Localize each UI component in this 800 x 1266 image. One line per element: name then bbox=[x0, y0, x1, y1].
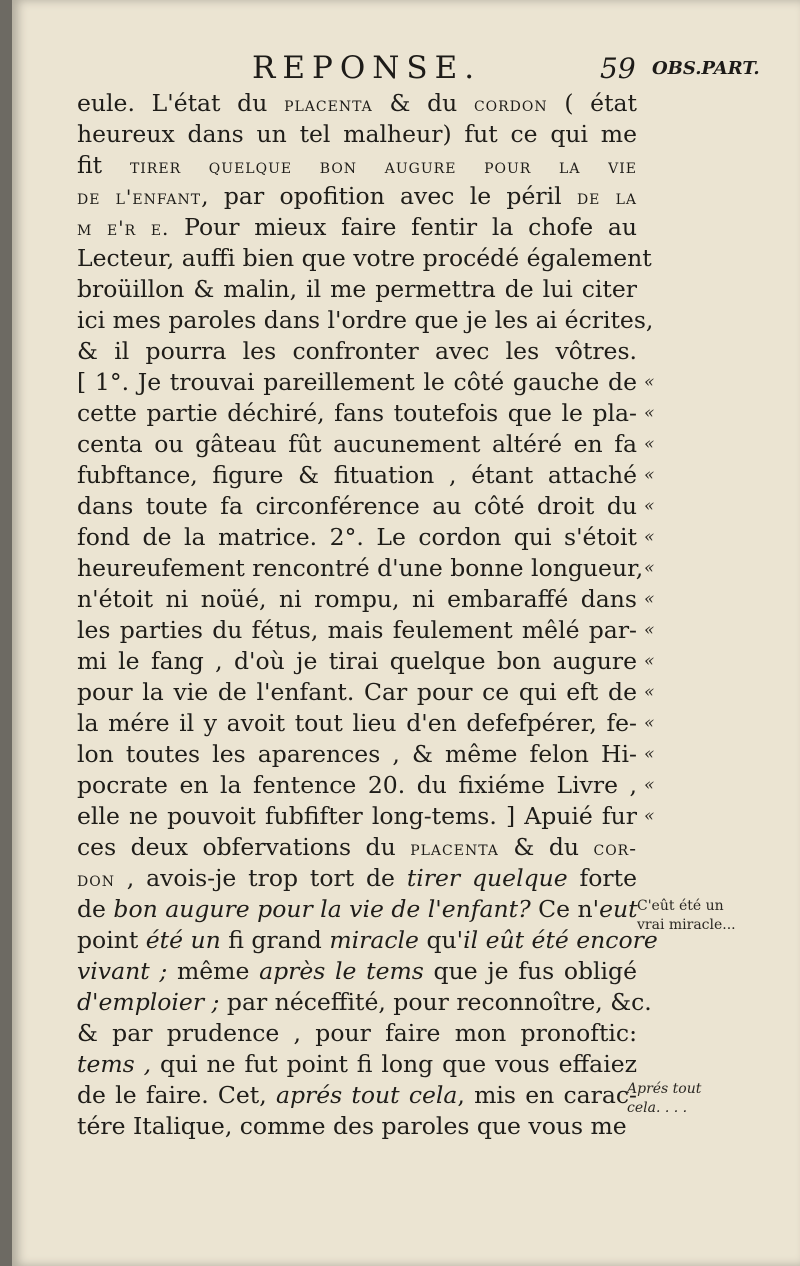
text-line bbox=[77, 150, 637, 181]
text-line bbox=[77, 491, 637, 522]
margin-note-line: Aprés tout bbox=[627, 1081, 702, 1097]
text-run: dans toute fa circonférence au côté droit du bbox=[77, 492, 637, 520]
text-run: centa ou gâteau fût aucunement altéré en fa bbox=[77, 430, 637, 458]
text-run: cette partie déchiré, fans toutefois que le pla- bbox=[77, 399, 637, 427]
italic-run: aprés tout cela bbox=[275, 1081, 458, 1109]
text-line bbox=[77, 739, 637, 770]
text-run: fond de la matrice. 2°. Le cordon qui s'étoit bbox=[77, 523, 637, 551]
text-run: heureux dans un tel malheur) fut ce qui me bbox=[77, 120, 637, 148]
text-line bbox=[77, 894, 637, 925]
text-run: fit bbox=[77, 151, 130, 179]
text-run: & du bbox=[372, 89, 474, 117]
small-caps-run: tirer quelque bon augure pour la vie bbox=[129, 154, 637, 178]
text-run: , par opofition avec le péril bbox=[201, 182, 577, 210]
body-text bbox=[77, 88, 658, 1142]
quotation-mark: « bbox=[644, 558, 655, 578]
text-run: qu' bbox=[418, 926, 464, 954]
text-run: eule. L'état du bbox=[77, 89, 285, 117]
text-line bbox=[77, 181, 637, 212]
text-run: pour la vie de l'enfant. Car pour ce qui eft de bbox=[77, 678, 637, 706]
quotation-mark: « bbox=[644, 744, 655, 764]
text-run: broüillon & malin, il me permettra de lui citer bbox=[77, 275, 637, 303]
text-line bbox=[77, 615, 637, 646]
text-line bbox=[77, 708, 637, 739]
small-caps-run: m e'r e. bbox=[77, 216, 170, 240]
text-line bbox=[77, 1111, 637, 1142]
small-caps-run: cordon bbox=[473, 92, 548, 116]
text-line bbox=[77, 243, 652, 274]
quotation-mark: « bbox=[644, 682, 655, 702]
text-line bbox=[77, 925, 658, 956]
small-caps-run: de l'enfant bbox=[77, 185, 202, 209]
text-run: ces deux obfervations du bbox=[77, 833, 411, 861]
text-line bbox=[77, 398, 637, 429]
text-line bbox=[77, 646, 637, 677]
text-run: de le faire. Cet, bbox=[77, 1081, 276, 1109]
italic-run: miracle bbox=[329, 926, 419, 954]
quotation-mark: « bbox=[644, 806, 655, 826]
quotation-mark: « bbox=[644, 527, 655, 547]
text-run: ( état bbox=[547, 89, 637, 117]
text-run: de bbox=[77, 895, 114, 923]
text-line bbox=[77, 770, 637, 801]
text-run: Lecteur, auffi bien que votre procédé également bbox=[77, 244, 652, 272]
text-run: & par prudence , pour faire mon pronoftic: bbox=[77, 1019, 637, 1047]
text-line bbox=[77, 1018, 637, 1049]
small-caps-run: cor- bbox=[593, 836, 637, 860]
text-run: que je fus obligé bbox=[423, 957, 638, 985]
text-run: heureufement rencontré d'une bonne longueur, bbox=[77, 554, 644, 582]
text-line bbox=[77, 1080, 637, 1111]
text-run: les parties du fétus, mais feulement mêlé par- bbox=[77, 616, 637, 644]
text-run: & du bbox=[498, 833, 594, 861]
text-run: elle ne pouvoit fubfifter long-tems. ] Apuié fur bbox=[77, 802, 637, 830]
text-line bbox=[77, 212, 637, 243]
margin-note-line: cela. . . . bbox=[627, 1100, 688, 1116]
small-caps-run: placenta bbox=[284, 92, 373, 116]
italic-run: après le tems bbox=[259, 957, 424, 985]
text-line bbox=[77, 305, 654, 336]
quotation-marks-column bbox=[644, 367, 674, 832]
quotation-mark: « bbox=[644, 651, 655, 671]
quotation-mark: « bbox=[644, 434, 655, 454]
text-run: la mére il y avoit tout lieu d'en defefpérer, fe- bbox=[77, 709, 637, 737]
text-run: fi grand bbox=[220, 926, 330, 954]
text-run: Pour mieux faire fentir la chofe au bbox=[169, 213, 637, 241]
margin-note-miracle bbox=[637, 897, 736, 935]
italic-run: eut bbox=[599, 895, 638, 923]
running-head: REPONSE. bbox=[252, 50, 482, 86]
text-line bbox=[77, 801, 637, 832]
text-run: mi le fang , d'où je tirai quelque bon augure bbox=[77, 647, 637, 675]
text-run: tére Italique, comme des paroles que vous me bbox=[77, 1112, 627, 1140]
text-run: pocrate en la fentence 20. du fixiéme Livre , bbox=[77, 771, 637, 799]
text-line bbox=[77, 1049, 637, 1080]
quotation-mark: « bbox=[644, 620, 655, 640]
small-caps-run: de la bbox=[576, 185, 637, 209]
text-line bbox=[77, 553, 644, 584]
text-run: Ce n' bbox=[530, 895, 600, 923]
text-line bbox=[77, 88, 637, 119]
text-line bbox=[77, 367, 637, 398]
text-line bbox=[77, 274, 637, 305]
margin-note-line: C'eût été un bbox=[637, 898, 724, 914]
text-run: même bbox=[167, 957, 260, 985]
text-run: fubftance, figure & fituation , étant attaché bbox=[77, 461, 637, 489]
quotation-mark: « bbox=[644, 465, 655, 485]
text-line bbox=[77, 956, 637, 987]
quotation-mark: « bbox=[644, 713, 655, 733]
text-run: par néceffité, pour reconnoître, &c. bbox=[219, 988, 652, 1016]
text-line bbox=[77, 863, 637, 894]
text-line bbox=[77, 429, 637, 460]
page-number: 59 bbox=[600, 52, 636, 85]
text-line bbox=[77, 832, 637, 863]
text-run: [ 1°. Je trouvai pareillement le côté gauche de bbox=[77, 368, 637, 396]
quotation-mark: « bbox=[644, 403, 655, 423]
small-caps-run: placenta bbox=[410, 836, 499, 860]
text-run: , avois-je trop tort de bbox=[114, 864, 407, 892]
text-line bbox=[77, 119, 637, 150]
quotation-mark: « bbox=[644, 372, 655, 392]
text-line bbox=[77, 460, 637, 491]
italic-run: bon augure pour la vie de l'enfant? bbox=[113, 895, 531, 923]
text-run: lon toutes les aparences , & même felon Hi- bbox=[77, 740, 637, 768]
italic-run: d'emploier ; bbox=[77, 988, 220, 1016]
text-line bbox=[77, 677, 637, 708]
section-mark: OBS.PART. bbox=[652, 58, 760, 79]
text-line bbox=[77, 987, 652, 1018]
italic-run: tems , bbox=[77, 1050, 152, 1078]
text-line bbox=[77, 336, 637, 367]
quotation-mark: « bbox=[644, 496, 655, 516]
text-line bbox=[77, 584, 637, 615]
quotation-mark: « bbox=[644, 775, 655, 795]
text-run: n'étoit ni noüé, ni rompu, ni embaraffé dans bbox=[77, 585, 637, 613]
italic-run: tirer quelque bbox=[406, 864, 568, 892]
margin-note-apres-tout bbox=[627, 1080, 701, 1118]
text-run: qui ne fut point fi long que vous effaiez bbox=[151, 1050, 637, 1078]
book-page bbox=[12, 0, 800, 1266]
text-run: , mis en carac- bbox=[457, 1081, 637, 1109]
text-run: point bbox=[77, 926, 146, 954]
quotation-mark: « bbox=[644, 589, 655, 609]
text-line bbox=[77, 522, 637, 553]
italic-run: été un bbox=[145, 926, 221, 954]
small-caps-run: don bbox=[77, 867, 115, 891]
italic-run: vivant ; bbox=[77, 957, 168, 985]
italic-run: il eût été encore bbox=[463, 926, 658, 954]
margin-note-line: vrai miracle... bbox=[637, 917, 736, 933]
text-run: ici mes paroles dans l'ordre que je les ai écrites, bbox=[77, 306, 654, 334]
text-run: & il pourra les confronter avec les vôtres. bbox=[77, 337, 637, 365]
text-run: forte bbox=[567, 864, 637, 892]
